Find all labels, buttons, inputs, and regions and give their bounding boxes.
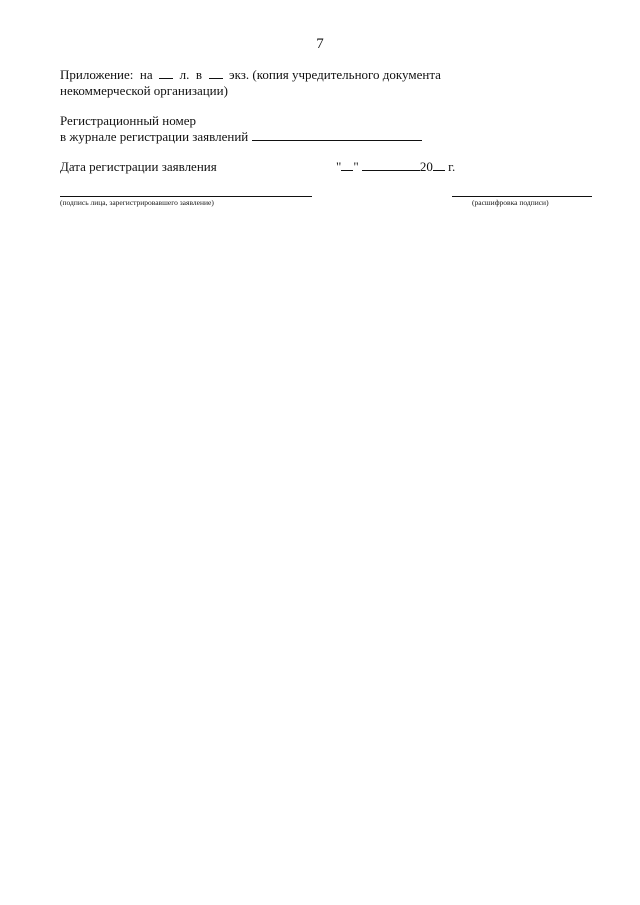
attachment-rest: экз. (копия учредительного документа — [229, 67, 441, 82]
date-quote-open: " — [336, 159, 342, 174]
signature-caption: (подпись лица, зарегистрировавшего заявление) — [60, 198, 214, 207]
date-year-prefix: 20 — [419, 159, 433, 174]
date-year-suffix: г. — [448, 159, 456, 174]
attachment-line-2: некоммерческой организации) — [60, 83, 228, 98]
date-quote-close: " — [353, 159, 359, 174]
date-year-blank[interactable] — [433, 160, 445, 171]
copies-count-blank[interactable] — [209, 68, 223, 79]
attachment-line-1 — [60, 67, 441, 83]
registration-line-1: Регистрационный номер — [60, 113, 196, 128]
signature-line[interactable] — [60, 196, 312, 197]
signature-decryption-caption: (расшифровка подписи) — [472, 198, 549, 207]
date-label: Дата регистрации заявления — [60, 159, 217, 174]
date-month-blank[interactable] — [362, 160, 420, 171]
date-fields — [336, 159, 455, 175]
registration-label: в журнале регистрации заявлений — [60, 129, 249, 144]
attachment-label: Приложение: — [60, 67, 134, 82]
page-number: 7 — [316, 36, 324, 52]
attachment-word-na: на — [139, 67, 153, 82]
registration-line-2 — [60, 129, 422, 145]
sheets-count-blank[interactable] — [159, 68, 173, 79]
attachment-word-l: л. — [179, 67, 190, 82]
signature-decryption-line[interactable] — [452, 196, 592, 197]
date-day-blank[interactable] — [341, 160, 353, 171]
attachment-word-v: в — [195, 67, 203, 82]
registration-number-blank[interactable] — [252, 130, 422, 141]
